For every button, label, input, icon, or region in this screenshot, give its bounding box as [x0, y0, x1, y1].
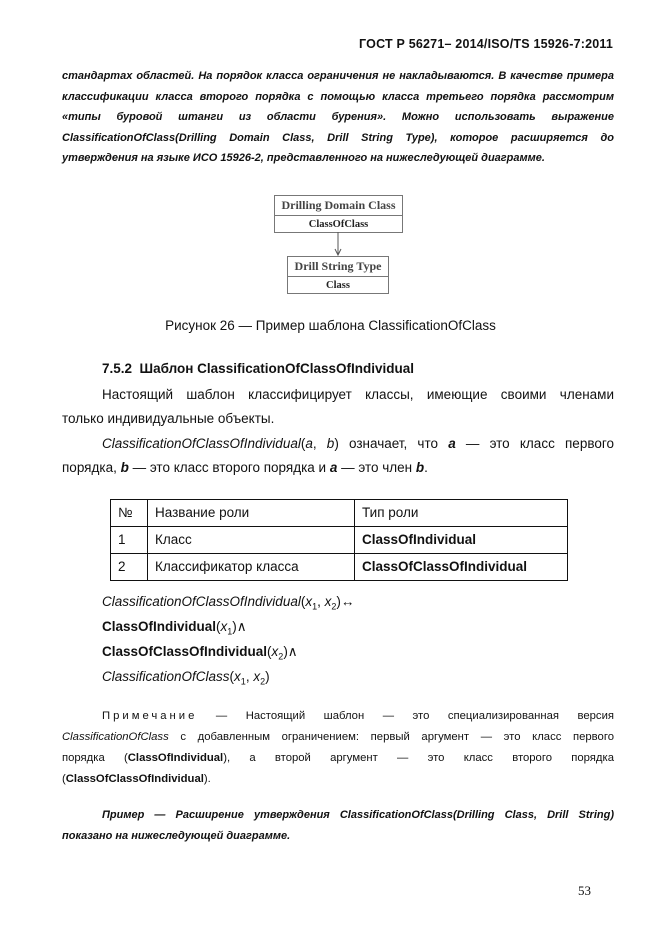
- upper-box-type: ClassOfClass: [308, 219, 369, 230]
- row-role-type: ClassOfClassOfIndividual: [355, 554, 568, 581]
- example-line-1: Пример — Расширение утверждения ClassificationOfClass(Drilling Class, Drill String): [102, 809, 614, 821]
- table-row: [111, 527, 568, 554]
- paragraph-2-line-1: ClassificationOfClassOfIndividual(a, b) означает, что a — это класс первого: [102, 436, 614, 451]
- header-role-name: Название роли: [148, 500, 355, 527]
- example-line-2: показано на нижеследующей диаграмме.: [62, 830, 291, 842]
- upper-box-name: Drilling Domain Class: [275, 196, 402, 216]
- intro-line-4: ClassificationOfClass(Drilling Domain Class, Drill String Type), которое расширяется до: [62, 131, 614, 144]
- intro-line-1: стандартах областей. На порядок класса ограничения не накладываются. В качестве примера: [62, 70, 614, 82]
- row-number: 2: [111, 554, 148, 581]
- page-number: 53: [578, 883, 591, 898]
- header-number: №: [111, 500, 148, 527]
- document-header: ГОСТ Р 56271– 2014/ISO/TS 15926-7:2011: [359, 37, 613, 51]
- roles-table: [110, 499, 568, 581]
- note-line-4: (ClassOfClassOfIndividual).: [62, 773, 211, 785]
- row-role-name: Класс: [148, 527, 355, 554]
- section-title: Шаблон ClassificationOfClassOfIndividual: [139, 361, 414, 376]
- row-role-name: Классификатор класса: [148, 554, 355, 581]
- intro-paragraph: [62, 66, 614, 169]
- diagram-upper-box: [274, 195, 403, 233]
- lower-box-type: Class: [326, 280, 350, 291]
- paragraph-1-line-2: только индивидуальные объекты.: [62, 411, 275, 426]
- intro-line-3: «типы буровой штанги из области бурения». Можно использовать выражение: [62, 111, 614, 123]
- formula-3-args: $(x_2)\wedge$: [267, 644, 298, 662]
- section-heading: [102, 361, 414, 376]
- lower-box-name: Drill String Type: [288, 257, 388, 277]
- intro-line-5: утверждения на языке ИСО 15926-2, представленного на нижеследующей диаграмме.: [62, 152, 545, 164]
- paragraph-1-line-1: Настоящий шаблон классифицирует классы, имеющие своими членами: [102, 387, 614, 402]
- note-paragraph: [62, 706, 614, 790]
- note-line-2: ClassificationOfClass с добавленным ограничением: первый аргумент — это класс первого: [62, 731, 614, 743]
- paragraph-1: [62, 383, 614, 431]
- figure-caption: Рисунок 26 — Пример шаблона ClassificationOfClass: [165, 318, 496, 333]
- paragraph-2-line-2: порядка, b — это класс второго порядка и a — это член b.: [62, 460, 428, 475]
- example-paragraph: [62, 805, 614, 847]
- table-row: [111, 554, 568, 581]
- formula-line-1: $ClassificationOfClassOfIndividual(x_1$, $x_2)\leftrightarrow$: [102, 594, 355, 612]
- row-number: 1: [111, 527, 148, 554]
- paragraph-2: [62, 432, 614, 480]
- formula-line-3: $ClassOfClassOfIndividual(x_2)\wedge$: [102, 644, 298, 662]
- formula-line-2: $ClassOfIndividual(x_1)\wedge$: [102, 619, 247, 637]
- note-line-1: Примечание — Настоящий шаблон — это специализированная версия: [102, 710, 614, 722]
- intro-line-2: классификации класса второго порядка с помощью класса третьего порядка рассмотрим: [62, 90, 614, 103]
- section-number: 7.5.2: [102, 361, 133, 376]
- note-line-3: порядка (ClassOfIndividual), а второй аргумент — это класс второго порядка: [62, 752, 614, 764]
- formula-1-args: ($x_1$, $x_2)\leftrightarrow$: [300, 594, 355, 612]
- formula-4-args: ($x_1$, $x_2$): [229, 669, 270, 687]
- header-role-type: Тип роли: [355, 500, 568, 527]
- formula-2-args: $(x_1)\wedge$: [216, 619, 247, 637]
- row-role-type: ClassOfIndividual: [355, 527, 568, 554]
- table-header-row: [111, 500, 568, 527]
- diagram-arrow: [330, 232, 346, 258]
- diagram-lower-box: [287, 256, 389, 294]
- formula-line-4: $ClassificationOfClass(x_1$, $x_2$): [102, 669, 270, 687]
